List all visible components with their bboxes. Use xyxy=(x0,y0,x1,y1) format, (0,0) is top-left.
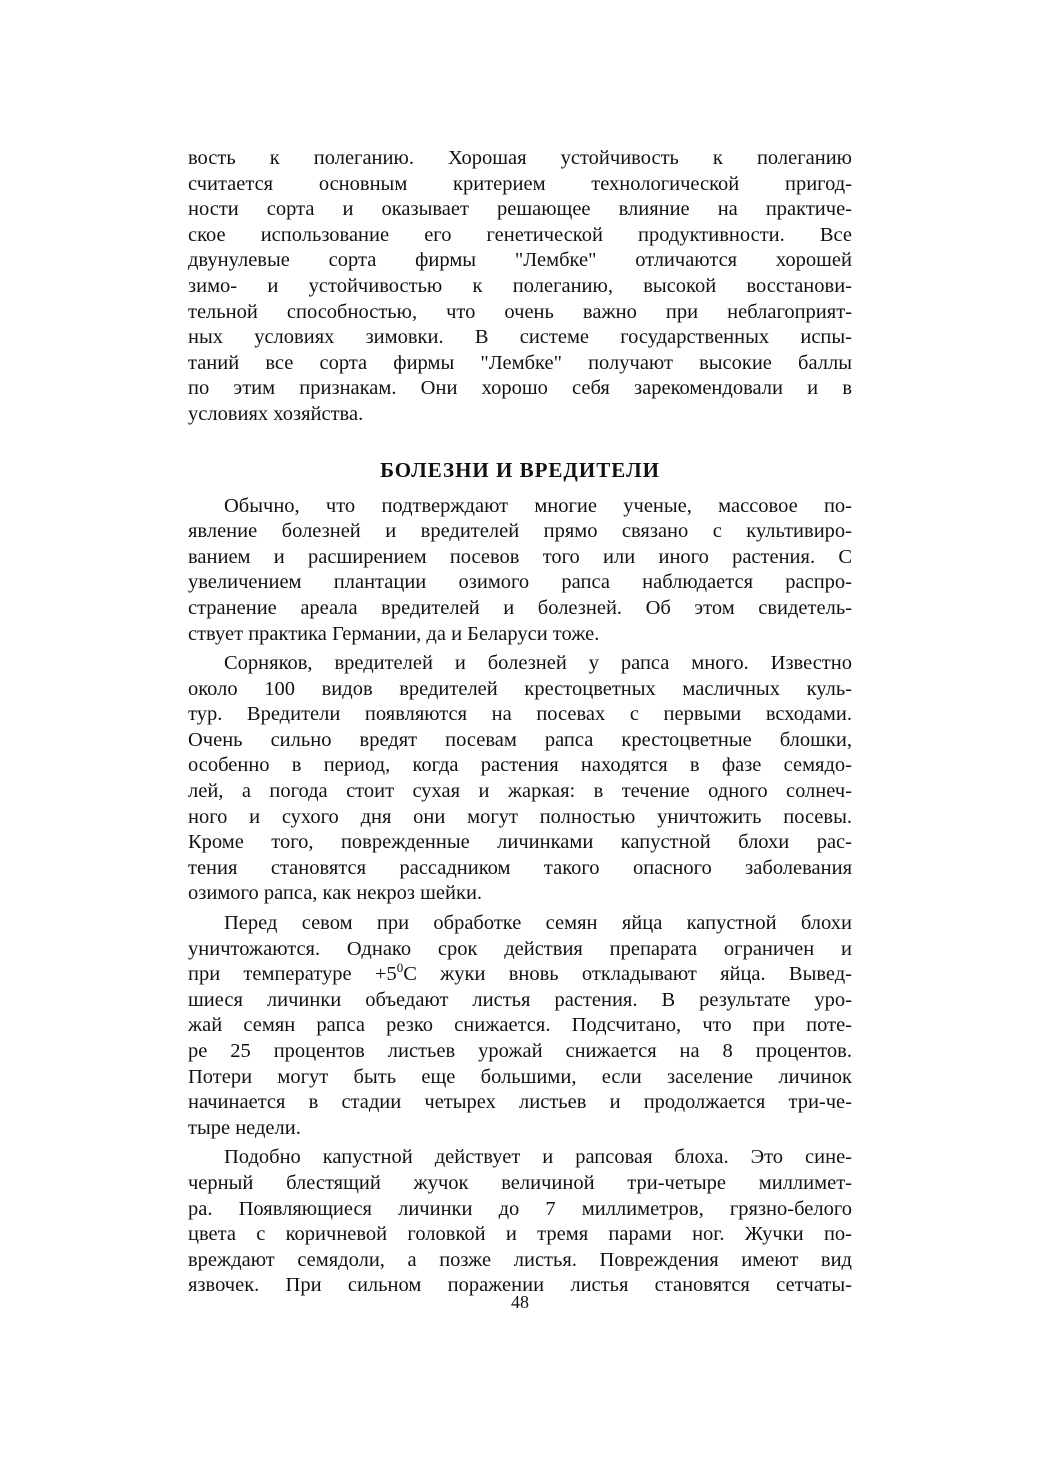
text-line: тения становятся рассадником такого опасного заболевания xyxy=(188,856,852,879)
text-line: язвочек. При сильном поражении листья становятся сетчаты- xyxy=(188,1274,852,1297)
text-line: явление болезней и вредителей прямо связано с культивиро- xyxy=(188,520,852,543)
text-line: таний все сорта фирмы "Лембке" получают высокие баллы xyxy=(188,351,852,374)
text-fragment: С жуки вновь откладывают яйца. Вывед- xyxy=(403,963,852,986)
text-line: тельной способностью, что очень важно при неблагоприят- xyxy=(188,300,852,323)
text-line: странение ареала вредителей и болезней. Об этом свидетель- xyxy=(188,596,852,619)
text-line: считается основным критерием технологической пригод- xyxy=(188,172,852,195)
paragraph-2 xyxy=(188,651,852,907)
text-line: ности сорта и оказывает решающее влияние на практиче- xyxy=(188,198,852,221)
text-line: по этим признакам. Они хорошо себя зарекомендовали и в xyxy=(188,377,852,400)
text-line: тур. Вредители появляются на посевах с первыми всходами. xyxy=(188,703,852,726)
text-line: Подобно капустной действует и рапсовая блоха. Это сине- xyxy=(224,1146,852,1169)
text-line: ного и сухого дня они могут полностью уничтожить посевы. xyxy=(188,805,852,828)
text-line: двунулевые сорта фирмы "Лембке" отличаются хорошей xyxy=(188,249,852,272)
section-heading: БОЛЕЗНИ И ВРЕДИТЕЛИ xyxy=(380,457,660,482)
text-line: ре 25 процентов листьев урожай снижается на 8 процентов. xyxy=(188,1040,852,1062)
text-fragment: при температуре +5 xyxy=(188,963,397,986)
text-line: Потери могут быть еще большими, если заселение личинок xyxy=(188,1065,852,1088)
text-line: тыре недели. xyxy=(188,1116,301,1139)
text-line: вость к полеганию. Хорошая устойчивость к полеганию xyxy=(188,147,852,169)
text-line: Очень сильно вредят посевам рапса крестоцветные блошки, xyxy=(188,728,852,751)
text-line-with-superscript xyxy=(188,962,852,988)
text-line: Перед севом при обработке семян яйца капустной блохи xyxy=(224,912,852,935)
text-line: начинается в стадии четырех листьев и продолжается три-че- xyxy=(188,1091,852,1114)
text-line: вреждают семядоли, а позже листья. Повреждения имеют вид xyxy=(188,1248,852,1271)
text-line: ствует практика Германии, да и Беларуси тоже. xyxy=(188,622,600,645)
paragraph-1 xyxy=(188,494,852,648)
text-line: условиях хозяйства. xyxy=(188,402,364,425)
text-line: ных условиях зимовки. В системе государственных испы- xyxy=(188,326,852,349)
intro-paragraph xyxy=(188,146,852,428)
text-line: лей, а погода стоит сухая и жаркая: в течение одного солнеч- xyxy=(188,780,852,803)
text-line: шиеся личинки объедают листья растения. В результате уро- xyxy=(188,988,852,1011)
page-body xyxy=(188,146,852,1303)
degree-superscript: 0 xyxy=(396,960,404,976)
paragraph-4 xyxy=(188,1145,852,1299)
text-line: увеличением плантации озимого рапса наблюдается распро- xyxy=(188,571,852,594)
text-line: озимого рапса, как некроз шейки. xyxy=(188,882,483,905)
text-line: ра. Появляющиеся личинки до 7 миллиметров, грязно-белого xyxy=(188,1197,852,1220)
text-line: жай семян рапса резко снижается. Подсчитано, что при поте- xyxy=(188,1014,852,1037)
text-line: особенно в период, когда растения находятся в фазе семядо- xyxy=(188,754,852,777)
text-line: Кроме того, поврежденные личинками капустной блохи рас- xyxy=(188,831,852,854)
paragraph-3 xyxy=(188,911,852,1141)
text-line: ское использование его генетической продуктивности. Все xyxy=(188,223,852,246)
text-line: черный блестящий жучок величиной три-четыре миллимет- xyxy=(188,1171,852,1194)
text-line: около 100 видов вредителей крестоцветных масличных куль- xyxy=(188,677,852,700)
text-line: зимо- и устойчивостью к полеганию, высокой восстанови- xyxy=(188,274,852,297)
text-line: Сорняков, вредителей и болезней у рапса много. Известно xyxy=(224,652,852,675)
text-line: цвета с коричневой головкой и тремя парами ног. Жучки по- xyxy=(188,1223,852,1246)
text-line: Обычно, что подтверждают многие ученые, массовое по- xyxy=(224,494,852,517)
page-number: 48 xyxy=(511,1292,529,1312)
text-line: уничтожаются. Однако срок действия препарата ограничен и xyxy=(188,937,852,960)
text-line: ванием и расширением посевов того или иного растения. С xyxy=(188,545,852,568)
